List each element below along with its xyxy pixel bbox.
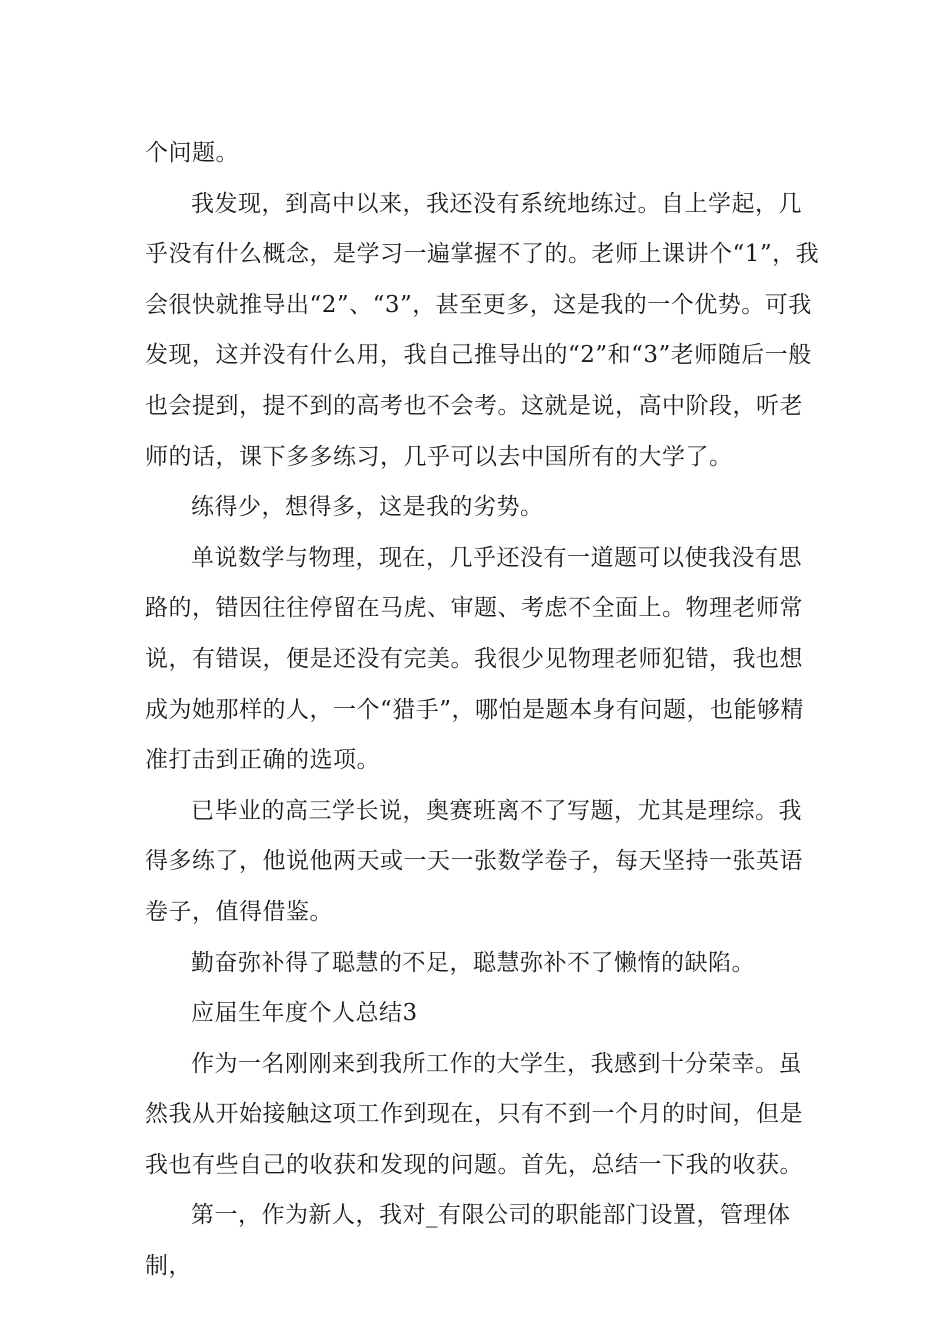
paragraph-7: 作为一名刚刚来到我所工作的大学生，我感到十分荣幸。虽然我从开始接触这项工作到现在，只有不到一个月的时间，但是我也有些自己的收获和发现的问题。首先，总结一下我的收获。 bbox=[145, 1050, 803, 1178]
paragraph-6: 勤奋弥补得了聪慧的不足，聪慧弥补不了懒惰的缺陷。 bbox=[191, 949, 755, 976]
paragraph-5: 已毕业的高三学长说，奥赛班离不了写题，尤其是理综。我得多练了，他说他两天或一天一张数学卷子，每天坚持一张英语卷子，值得借鉴。 bbox=[145, 797, 803, 925]
section-heading: 应届生年度个人总结3 bbox=[191, 1000, 418, 1027]
paragraph-3: 练得少，想得多，这是我的劣势。 bbox=[191, 494, 544, 521]
paragraph-8: 第一，作为新人，我对_有限公司的职能部门设置，管理体制， bbox=[145, 1202, 791, 1280]
paragraph-4: 单说数学与物理，现在，几乎还没有一道题可以使我没有思路的，错因往往停留在马虎、审题、考虑不全面上。物理老师常说，有错误，便是还没有完美。我很少见物理老师犯错，我也想成为她那样的人，一个“猎手”，哪怕是题本身有问题，也能够精准打击到正确的选项。 bbox=[145, 544, 805, 774]
paragraph-2: 我发现，到高中以来，我还没有系统地练过。自上学起，几乎没有什么概念，是学习一遍掌握不了的。老师上课讲个“1”，我会很快就推导出“2”、“3”，甚至更多，这是我的一个优势。可我发现，这并没有什么用，我自己推导出的“2”和“3”老师随后一般也会提到，提不到的高考也不会考。这就是说，高中阶段，听老师的话，课下多多练习，几乎可以去中国所有的大学了。 bbox=[145, 190, 820, 470]
document-page bbox=[145, 128, 820, 1292]
paragraph-1: 个问题。 bbox=[145, 140, 239, 166]
